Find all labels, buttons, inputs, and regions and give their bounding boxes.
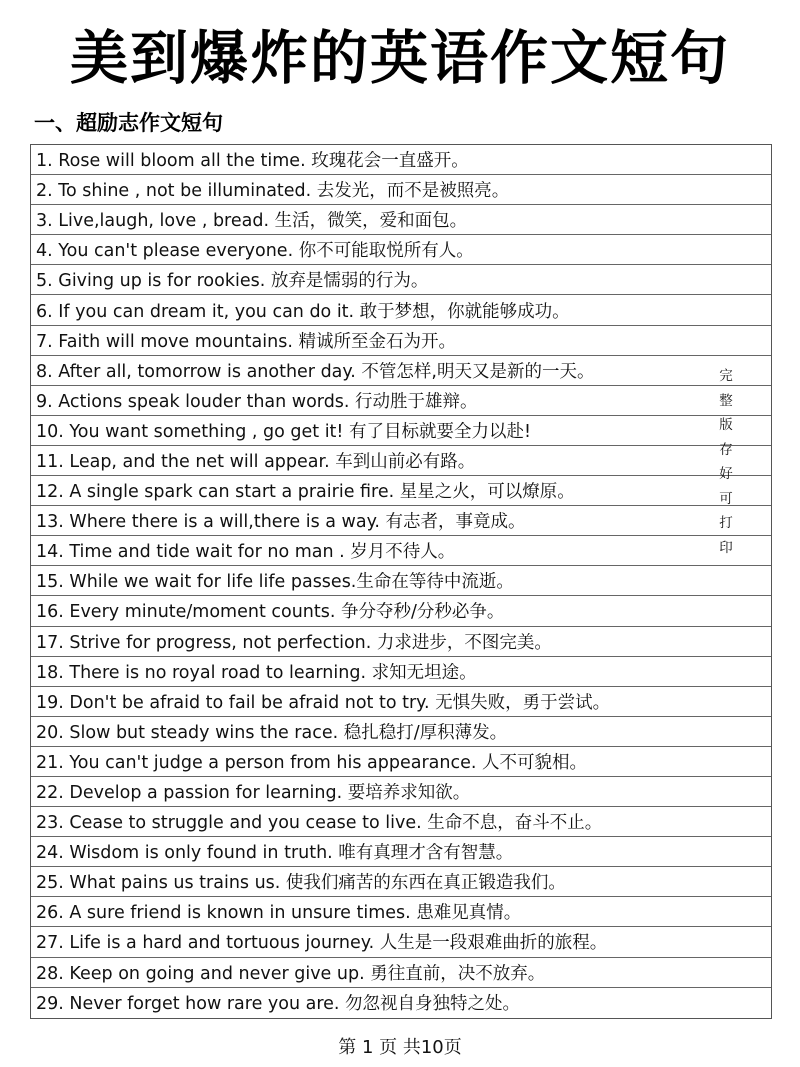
table-row: 22. Develop a passion for learning. 要培养求知欲。 xyxy=(31,777,771,807)
side-note-char: 好 xyxy=(719,466,733,482)
table-row: 13. Where there is a will,there is a way. 有志者，事竟成。 xyxy=(31,506,771,536)
side-note-char: 完 xyxy=(719,368,733,384)
table-row: 2. To shine , not be illuminated. 去发光，而不是被照亮。 xyxy=(31,175,771,205)
section-heading: 一、超励志作文短句 xyxy=(34,111,223,135)
table-row: 16. Every minute/moment counts. 争分夺秒/分秒必争。 xyxy=(31,596,771,626)
table-row: 15. While we wait for life life passes.生命在等待中流逝。 xyxy=(31,566,771,596)
table-row: 3. Live,laugh, love , bread. 生活，微笑，爱和面包。 xyxy=(31,205,771,235)
table-row: 21. You can't judge a person from his appearance. 人不可貌相。 xyxy=(31,747,771,777)
side-note-char: 印 xyxy=(719,539,733,556)
side-note xyxy=(714,364,738,560)
page-title: 美到爆炸的英语作文短句 xyxy=(69,24,730,92)
table-row: 28. Keep on going and never give up. 勇往直前，决不放弃。 xyxy=(31,958,771,988)
table-row: 17. Strive for progress, not perfection. 力求进步，不图完美。 xyxy=(31,627,771,657)
table-row: 6. If you can dream it, you can do it. 敢于梦想，你就能够成功。 xyxy=(31,295,771,325)
table-row: 4. You can't please everyone. 你不可能取悦所有人。 xyxy=(31,235,771,265)
table-row: 29. Never forget how rare you are. 勿忽视自身独特之处。 xyxy=(36,994,521,1015)
side-note-char: 打 xyxy=(719,515,733,531)
table-row: 23. Cease to struggle and you cease to live. 生命不息，奋斗不止。 xyxy=(31,807,771,837)
table-row: 19. Don't be afraid to fail be afraid not to try. 无惧失败，勇于尝试。 xyxy=(31,687,771,717)
side-note-char: 整 xyxy=(719,392,733,409)
table-row: 25. What pains us trains us. 使我们痛苦的东西在真正锻造我们。 xyxy=(31,867,771,897)
table-row: 8. After all, tomorrow is another day. 不管怎样,明天又是新的一天。 xyxy=(31,356,771,386)
table-row: 10. You want something , go get it! 有了目标就要全力以赴! xyxy=(31,416,771,446)
table-row: 1. Rose will bloom all the time. 玫瑰花会一直盛开。 xyxy=(31,145,771,175)
table-row: 5. Giving up is for rookies. 放弃是懦弱的行为。 xyxy=(31,265,771,295)
table-row: 9. Actions speak louder than words. 行动胜于雄辩。 xyxy=(31,386,771,416)
side-note-char: 存 xyxy=(719,441,733,458)
table-row: 20. Slow but steady wins the race. 稳扎稳打/厚积薄发。 xyxy=(31,717,771,747)
side-note-char: 版 xyxy=(719,417,733,433)
table-row: 7. Faith will move mountains. 精诚所至金石为开。 xyxy=(31,326,771,356)
sentence-table xyxy=(30,144,772,1019)
table-row: 14. Time and tide wait for no man . 岁月不待人。 xyxy=(31,536,771,566)
table-row: 27. Life is a hard and tortuous journey. 人生是一段艰难曲折的旅程。 xyxy=(31,927,771,957)
page-footer: 第 1 页 共10页 xyxy=(338,1037,462,1058)
table-row: 11. Leap, and the net will appear. 车到山前必有路。 xyxy=(31,446,771,476)
table-row: 26. A sure friend is known in unsure times. 患难见真情。 xyxy=(31,897,771,927)
table-row: 24. Wisdom is only found in truth. 唯有真理才含有智慧。 xyxy=(31,837,771,867)
table-row: 12. A single spark can start a prairie fire. 星星之火，可以燎原。 xyxy=(31,476,771,506)
side-note-char: 可 xyxy=(719,490,733,507)
table-row: 18. There is no royal road to learning. 求知无坦途。 xyxy=(31,657,771,687)
